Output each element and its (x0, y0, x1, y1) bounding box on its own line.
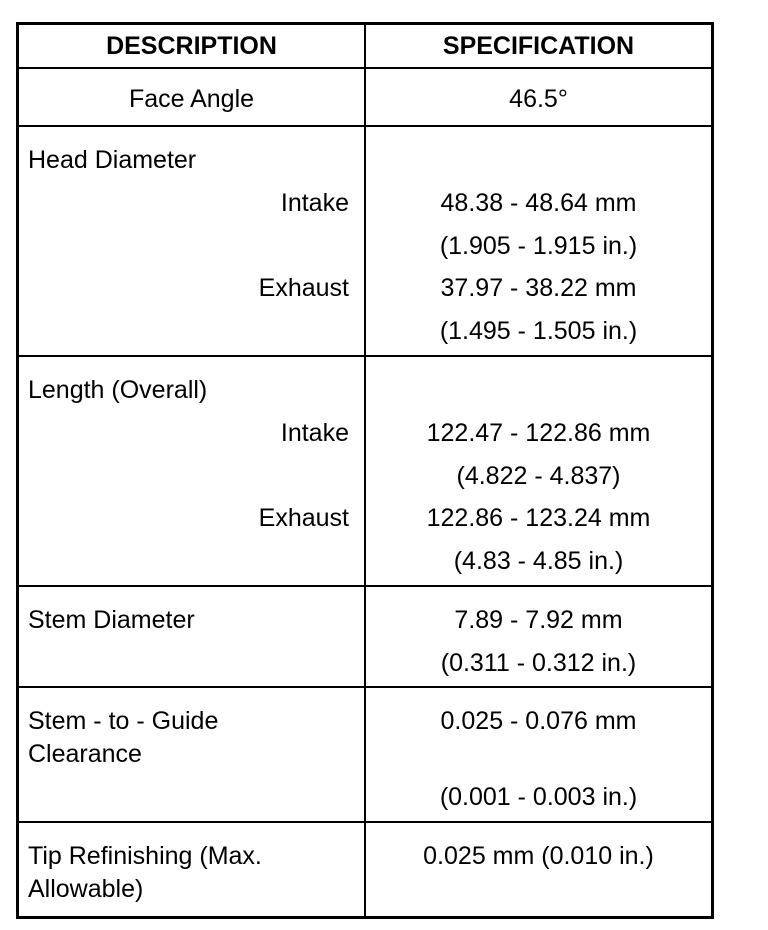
stem-guide-clearance-row (19, 688, 711, 823)
stem-guide-clearance-label-2: Clearance (28, 740, 142, 768)
table-header-row (19, 25, 711, 69)
tip-refinishing-row (19, 823, 711, 916)
head-diameter-intake-mm: 48.38 - 48.64 mm (440, 189, 637, 217)
specification-header: SPECIFICATION (442, 31, 635, 60)
stem-diameter-label: Stem Diameter (28, 606, 195, 634)
head-diameter-exhaust-in: (1.495 - 1.505 in.) (439, 317, 638, 345)
head-diameter-row (19, 127, 711, 357)
valve-specification-table (16, 22, 714, 919)
length-intake-mm: 122.47 - 122.86 mm (426, 419, 651, 447)
length-exhaust-mm: 122.86 - 123.24 mm (426, 504, 651, 532)
stem-guide-clearance-in: (0.001 - 0.003 in.) (439, 783, 638, 811)
description-header: DESCRIPTION (19, 25, 366, 67)
stem-diameter-row (19, 587, 711, 688)
length-overall-row (19, 357, 711, 587)
tip-refinishing-value: 0.025 mm (0.010 in.) (423, 842, 654, 870)
length-exhaust-label: Exhaust (258, 504, 349, 532)
stem-diameter-mm: 7.89 - 7.92 mm (454, 606, 623, 634)
stem-guide-clearance-mm: 0.025 - 0.076 mm (440, 707, 637, 735)
head-diameter-exhaust-label: Exhaust (258, 274, 349, 302)
face-angle-value: 46.5° (509, 85, 568, 113)
length-intake-in: (4.822 - 4.837) (456, 462, 621, 490)
stem-diameter-in: (0.311 - 0.312 in.) (440, 649, 637, 677)
length-intake-label: Intake (280, 419, 349, 447)
head-diameter-label: Head Diameter (28, 146, 197, 174)
head-diameter-exhaust-mm: 37.97 - 38.22 mm (440, 274, 637, 302)
head-diameter-intake-in: (1.905 - 1.915 in.) (439, 232, 638, 260)
stem-guide-clearance-label-1: Stem - to - Guide (28, 707, 219, 735)
length-exhaust-in: (4.83 - 4.85 in.) (453, 547, 624, 575)
head-diameter-intake-label: Intake (280, 189, 349, 217)
face-angle-label: Face Angle (128, 85, 255, 113)
tip-refinishing-label-1: Tip Refinishing (Max. (28, 842, 262, 870)
face-angle-row (19, 69, 711, 127)
tip-refinishing-label-2: Allowable) (28, 875, 144, 903)
length-overall-label: Length (Overall) (28, 376, 208, 404)
